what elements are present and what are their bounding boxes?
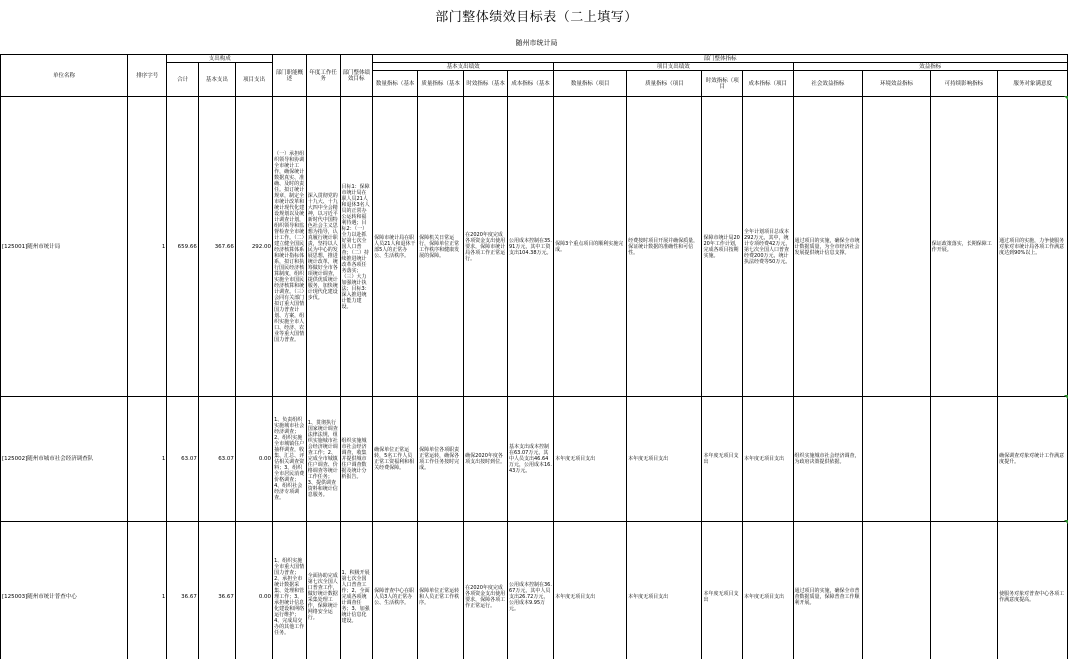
header-benefit: 效益指标: [793, 63, 1067, 71]
basic-time-cell: 在2020年度完成各项资金支出使用要求，保障市统计局各项工作正常运行。: [464, 97, 508, 397]
project-cell: 0.00: [235, 522, 272, 659]
header-proj-qty: 数量指标（项目: [554, 71, 627, 97]
social-cell: 通过项目的实施，确保全市普查数据质量，保障普查工作顺利开展。: [793, 522, 863, 659]
header-code: 排序字号: [128, 55, 167, 97]
proj-qty-cell: 保障3个重点项目的顺利实施完成。: [554, 97, 627, 397]
proj-cost-cell: 本年度无项目支出: [742, 522, 793, 659]
performance-table: [0, 54, 1068, 659]
header-basic-time: 时效指标（基本: [464, 71, 508, 97]
header-indicators: 部门整体指标: [373, 55, 1068, 63]
header-total: 合计: [167, 63, 198, 97]
header-expenditure: 支出构成: [167, 55, 273, 63]
table-row: [1, 522, 1068, 659]
header-satisf: 服务对象满意度: [998, 71, 1068, 97]
task-cell: 1、贯彻执行国家统计调查法律法规，组织实施城市社会经济统计调查工作；2、完成全市城镇住户调查、价格调查等统计工作任务；3、提供调查资料和统计信息服务。: [306, 397, 340, 522]
goal-cell: 组织实施城市社会经济调查，收集并提供城市住户调查数据及统计分析报告。: [340, 397, 373, 522]
unit-name-cell: [125003]随州市统计普查中心: [1, 522, 128, 659]
header-sustain: 可持续影响指标: [930, 71, 997, 97]
page-subtitle: 随州市统计局: [515, 39, 558, 47]
proj-time-cell: 本年度无项目支出: [702, 522, 742, 659]
seq-cell: 1: [128, 97, 167, 397]
proj-qty-cell: 本年度无项目支出: [554, 397, 627, 522]
header-basic-qty: 数量指标（基本: [373, 71, 418, 97]
sustain-cell: [930, 397, 997, 522]
proj-cost-cell: 本年度无项目支出: [742, 397, 793, 522]
satisf-cell: 通过项目的实施，力争使服务对象对市统计局各项工作满意度达到90%以上。: [998, 97, 1068, 397]
table-row: [1, 97, 1068, 397]
comment-marker-icon: [1064, 520, 1068, 524]
basic-qty-cell: 保障市统计局在职人员21人和退休干部5人的正常办公、生活秩序。: [373, 97, 418, 397]
duty-cell: （一）承担组织领导和协调全市统计工作，确保统计数据真实、准确、及时的责任。拟订统计规章，制定全市统计改革和统计现代化建设规划以及统计调查计划，组织领导和监督检查全市统计工作。（二）建立健全国民经济核算体系和统计指标体系，拟订和执行国民经济核算制度，组织实施全市国民经济核算和统计调查。（三）会同有关部门拟订重大国情国力普查计划、方案，组织实施全市人口、经济、农业等重大国情国力普查。: [273, 97, 307, 397]
satisf-cell: 确保调查对象对统计工作满意度提升。: [998, 397, 1068, 522]
env-cell: [863, 522, 930, 659]
header-project: 项目支出: [235, 63, 272, 97]
unit-name-cell: [125002]随州市城市社会经济调查队: [1, 397, 128, 522]
seq-cell: 1: [128, 397, 167, 522]
project-cell: 292.00: [235, 97, 272, 397]
header-unit-name: 单位名称: [1, 55, 128, 97]
header-dept-duty: 部门职能概述: [273, 55, 307, 97]
task-cell: 全面协助完成第七次全国人口普查工作，做好统计数据采集处理工作，保障统计网络安全运行。: [306, 522, 340, 659]
proj-qual-cell: 本年度无项目支出: [627, 522, 702, 659]
header-social: 社会效益指标: [793, 71, 863, 97]
comment-marker-icon: [1064, 96, 1068, 100]
basic-time-cell: 在2020年度完成各项资金支出使用要求，保障各项工作正常运行。: [464, 522, 508, 659]
project-cell: 0.00: [235, 397, 272, 522]
unit-name-cell: [125001]随州市统计局: [1, 97, 128, 397]
task-cell: 深入贯彻党的十九大、十九大四中全会精神，以习近平新时代中国特色社会主义思想为指导，认真履行统计职责，坚持以人民为中心的发展思想，推进统计改革，统筹做好全市各项统计调查，提供优质统计服务，加快统计现代化建设步伐。: [306, 97, 340, 397]
header-annual-task: 年度工作任务: [306, 55, 340, 97]
duty-cell: 1、负责组织实施城市社会经济调查；2、组织实施全市城镇住户抽样调查，收集、汇总、评估相关调查资料；3、组织全市居民消费价格调查；4、组织社会经济专项调查。: [273, 397, 307, 522]
basic-qty-cell: 确保单位正常运转，5名工作人员正常工资福利和相关经费保障。: [373, 397, 418, 522]
basic-cell: 36.67: [198, 522, 235, 659]
basic-cost-cell: 公用成本控制在36.67万元，其中人员支出26.72万元，公用成本9.95万元。: [508, 522, 554, 659]
basic-cell: 63.07: [198, 397, 235, 522]
table-row: [1, 397, 1068, 522]
header-basic: 基本支出: [198, 63, 235, 97]
header-env: 环境效益指标: [863, 71, 930, 97]
header-overall-goal: 部门整体绩效目标: [340, 55, 373, 97]
social-cell: 组织实施城市社会经济调查，为政府决策提供依据。: [793, 397, 863, 522]
total-cell: 63.07: [167, 397, 198, 522]
proj-qty-cell: 本年度无项目支出: [554, 522, 627, 659]
satisf-cell: 使服务对象对普查中心各项工作满意度提高。: [998, 522, 1068, 659]
header-basic-qual: 质量指标（基本: [418, 71, 464, 97]
basic-qual-cell: 保障机关日常运行，保障单位正常工作秩序和健康发展的保障。: [418, 97, 464, 397]
goal-cell: 目标1：保障市统计局在职人员21人和退休3名人员的正常办公运转和福利待遇；目标2：（一）全力以赴抓好第七次全国人口普查；（二）持续推进统计改革各项任务落实；（三）大力加强统计执法；目标3：深入推进统计能力建设。: [340, 97, 373, 397]
header-basic-exp: 基本支出绩效: [373, 63, 554, 71]
env-cell: [863, 97, 930, 397]
proj-time-cell: 本年度无项目支出: [702, 397, 742, 522]
basic-time-cell: 确保2020年度各项支出按时到位。: [464, 397, 508, 522]
basic-cost-cell: 公用成本控制在35.91万元，其中工资支出104.38万元。: [508, 97, 554, 397]
header-basic-cost: 成本指标（基本: [508, 71, 554, 97]
proj-cost-cell: 全年计划项目总成本292万元，其中，统计专项经费42万元，第七次全国人口普查经费200万元，统计执法经费等50万元。: [742, 97, 793, 397]
social-cell: 通过项目的实施，确保全市统计数据质量，为全市经济社会发展提供统计信息支撑。: [793, 97, 863, 397]
total-cell: 659.66: [167, 97, 198, 397]
basic-qual-cell: 保障单位各项职责正常运转，确保各项工作任务按时完成。: [418, 397, 464, 522]
proj-time-cell: 保障市统计局2020年工作计划，完成各项目按期实施。: [702, 97, 742, 397]
comment-marker-icon: [1064, 395, 1068, 399]
env-cell: [863, 397, 930, 522]
performance-table-wrapper: [0, 54, 1068, 659]
sustain-cell: 保证政策落实，长期保障工作开展。: [930, 97, 997, 397]
duty-cell: 1、组织实施全市重大国情国力普查；2、承担全市统计数据采集、处理和管理工作；3、承担统计信息化建设和网络运行维护；4、完成局交办的其他工作任务。: [273, 522, 307, 659]
page-title: 部门整体绩效目标表（二上填写）: [435, 10, 638, 25]
header-proj-time: 时效指标（项目: [702, 71, 742, 97]
goal-cell: 1、积极开展第七次全国人口普查工作；2、全面完成各项统计调查任务；3、加强统计信息化建设。: [340, 522, 373, 659]
sustain-cell: [930, 522, 997, 659]
total-cell: 36.67: [167, 522, 198, 659]
proj-qual-cell: 本年度无项目支出: [627, 397, 702, 522]
header-proj-cost: 成本指标（项目: [742, 71, 793, 97]
proj-qual-cell: 经费按时项目开展并确保质量，保证统计数据的准确性和可信性。: [627, 97, 702, 397]
basic-cell: 367.66: [198, 97, 235, 397]
header-proj-exp: 项目支出绩效: [554, 63, 793, 71]
basic-qty-cell: 保障普查中心在职人员3人的正常办公、生活秩序。: [373, 522, 418, 659]
seq-cell: 1: [128, 522, 167, 659]
header-proj-qual: 质量指标（项目: [627, 71, 702, 97]
basic-qual-cell: 保障单位正常运转和人员正常工作秩序。: [418, 522, 464, 659]
basic-cost-cell: 基本支出成本控制在63.07万元，其中人员支出46.64万元，公用成本16.43万元。: [508, 397, 554, 522]
